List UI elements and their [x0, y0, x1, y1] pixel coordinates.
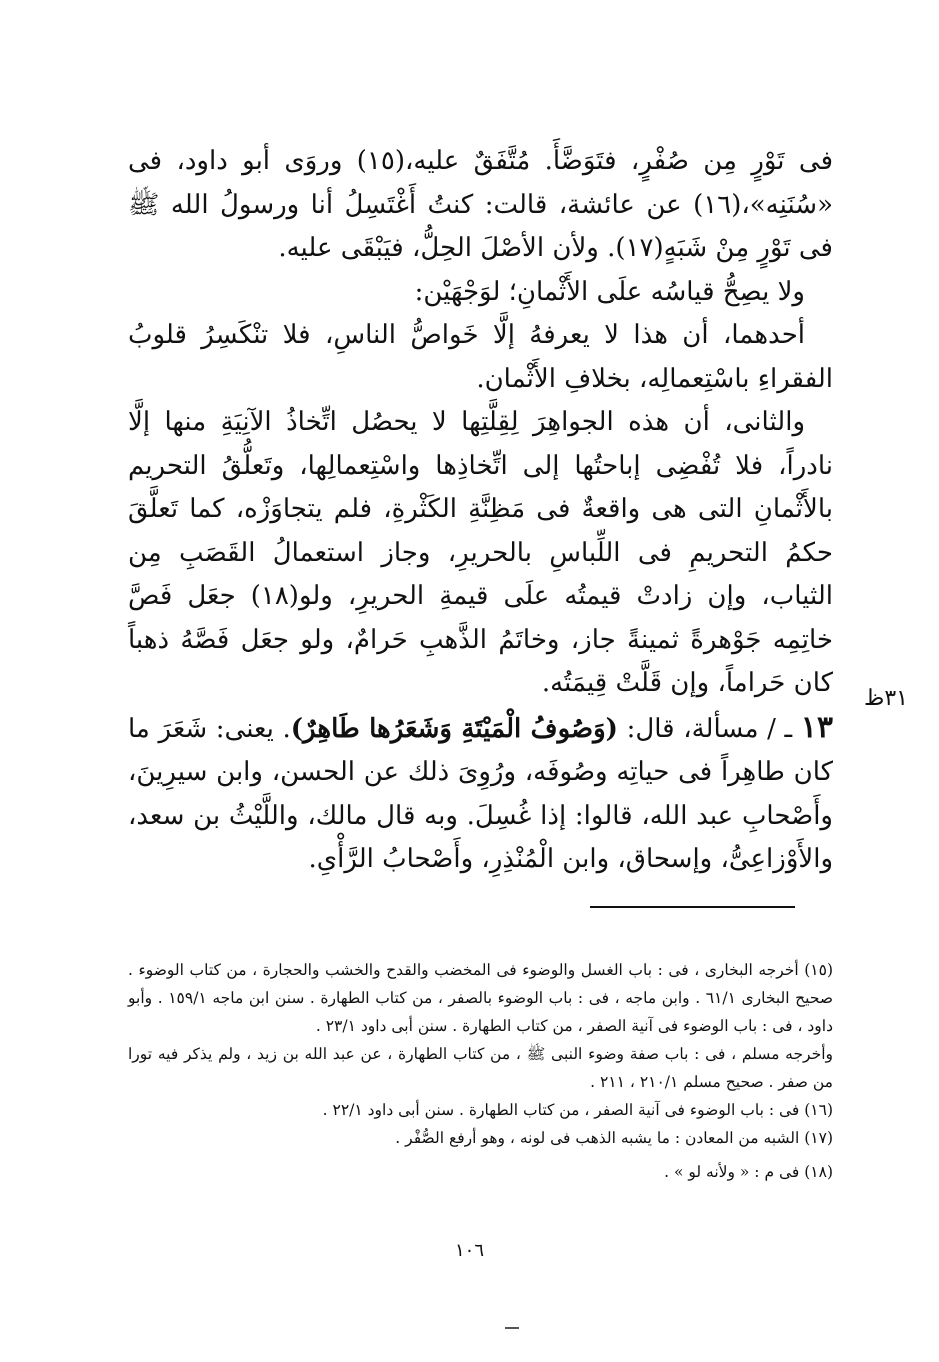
footnote-16: (١٦) فى : باب الوضوء فى آنية الصفر ، من كتاب الطهارة . سنن أبى داود ٢٢/١ .	[322, 1101, 833, 1119]
issue-quote: (وَصُوفُ الْمَيْتَةِ وَشَعَرُها طَاهِرٌ)	[290, 713, 618, 744]
issue-prefix: ـ / مسألة، قال:	[617, 713, 801, 744]
footnote-separator	[590, 906, 795, 908]
page-number: ١٠٦	[454, 1240, 484, 1261]
paragraph-4: والثانى، أن هذه الجواهِرَ لِقِلَّتِها لا يحصُل اتِّخاذُ الآنِيَةِ منها إلَّا نادراً، فلا تُفْضِى إباحتُها إلى اتِّخاذِها واسْتِعمالِها، وتَعلُّقُ التحريم بالأَثْمانِ التى هى واقعةٌ فى مَظِنَّةِ الكَثْرةِ، فلم يتجاوَزْه، كما تَعلَّقَ حكمُ التحريمِ فى اللِّباسِ بالحريرِ، وجاز استعمالُ القَصَبِ مِن الثياب، وإن زادتْ قيمتُه علَى قيمةِ الحريرِ، ولو(١٨) جعَل فَصَّ خاتِمِه جَوْهرةً ثمينةً جاز، وخاتَمُ الذَّهبِ حَرامٌ، ولو جعَل فَصَّهُ ذهباً كان حَراماً، وإن قَلَّتْ قِيمَتُه.	[128, 407, 833, 698]
paragraph-2: ولا يصِحُّ قياسُه علَى الأَثْمانِ؛ لوَجْهَيْن:	[414, 276, 805, 307]
issue-text: . يعنى: شَعَرَ ما كان طاهِراً فى حياتِه وصُوفَه، ورُوِىَ ذلك عن الحسن، وابن سيرِينَ، وأَصْحابِ عبد الله، قالوا: إذا غُسِلَ. وبه قال مالك، واللَّيْثُ بن سعد، والأَوْزاعِىُّ، وإسحاق، وابن الْمُنْذِرِ، وأَصْحابُ الرَّأْىِ.	[128, 713, 833, 874]
main-text-block	[128, 140, 833, 882]
footnote-15-cont: وأخرجه مسلم ، فى : باب صفة وضوء النبى ﷺ ، من كتاب الطهارة ، عن عبد الله بن زيد ، ولم يذكر فيه تورا من صفر . صحيح مسلم ٢١٠/١ ، ٢١١ .	[128, 1045, 833, 1091]
footnotes-block	[128, 956, 833, 1186]
bottom-mark	[505, 1327, 519, 1329]
footnote-18: (١٨) فى م : « ولأنه لو » .	[664, 1163, 833, 1181]
footnote-15: (١٥) أخرجه البخارى ، فى : باب الغسل والوضوء فى المخضب والقدح والخشب والحجارة ، من كتاب الوضوء . صحيح البخارى ٦١/١ . وابن ماجه ، فى : باب الوضوء بالصفر ، من كتاب الطهارة . سنن ابن ماجه ١٥٩/١ . وأبو داود ، فى : باب الوضوء فى آنية الصفر ، من كتاب الطهارة . سنن أبى داود ٢٣/١ .	[128, 961, 833, 1035]
paragraph-3: أحدهما، أن هذا لا يعرفهُ إلَّا خَواصُّ الناسِ، فلا تنْكَسِرُ قلوبُ الفقراءِ باسْتِعمالِه، بخلافِ الأَثْمان.	[128, 320, 833, 394]
manuscript-folio-note: ٣١ظ	[864, 686, 908, 711]
paragraph-1: فى تَوْرٍ مِن صُفْرٍ، فتَوَضَّأَ. مُتَّفَقٌ عليه،(١٥) وروَى أبو داود، فى «سُنَنِه»،(١٦) عن عائشة، قالت: كنتُ أَغْتَسِلُ أنا ورسولُ الله ﷺ فى تَوْرٍ مِنْ شَبَهٍ(١٧). ولأن الأصْلَ الحِلُّ، فيَبْقَى عليه.	[128, 146, 833, 263]
footnote-17: (١٧) الشبه من المعادن : ما يشبه الذهب فى لونه ، وهو أرفع الصُّفْر .	[395, 1129, 833, 1147]
issue-paragraph	[128, 706, 833, 882]
issue-number: ١٣	[800, 709, 834, 745]
